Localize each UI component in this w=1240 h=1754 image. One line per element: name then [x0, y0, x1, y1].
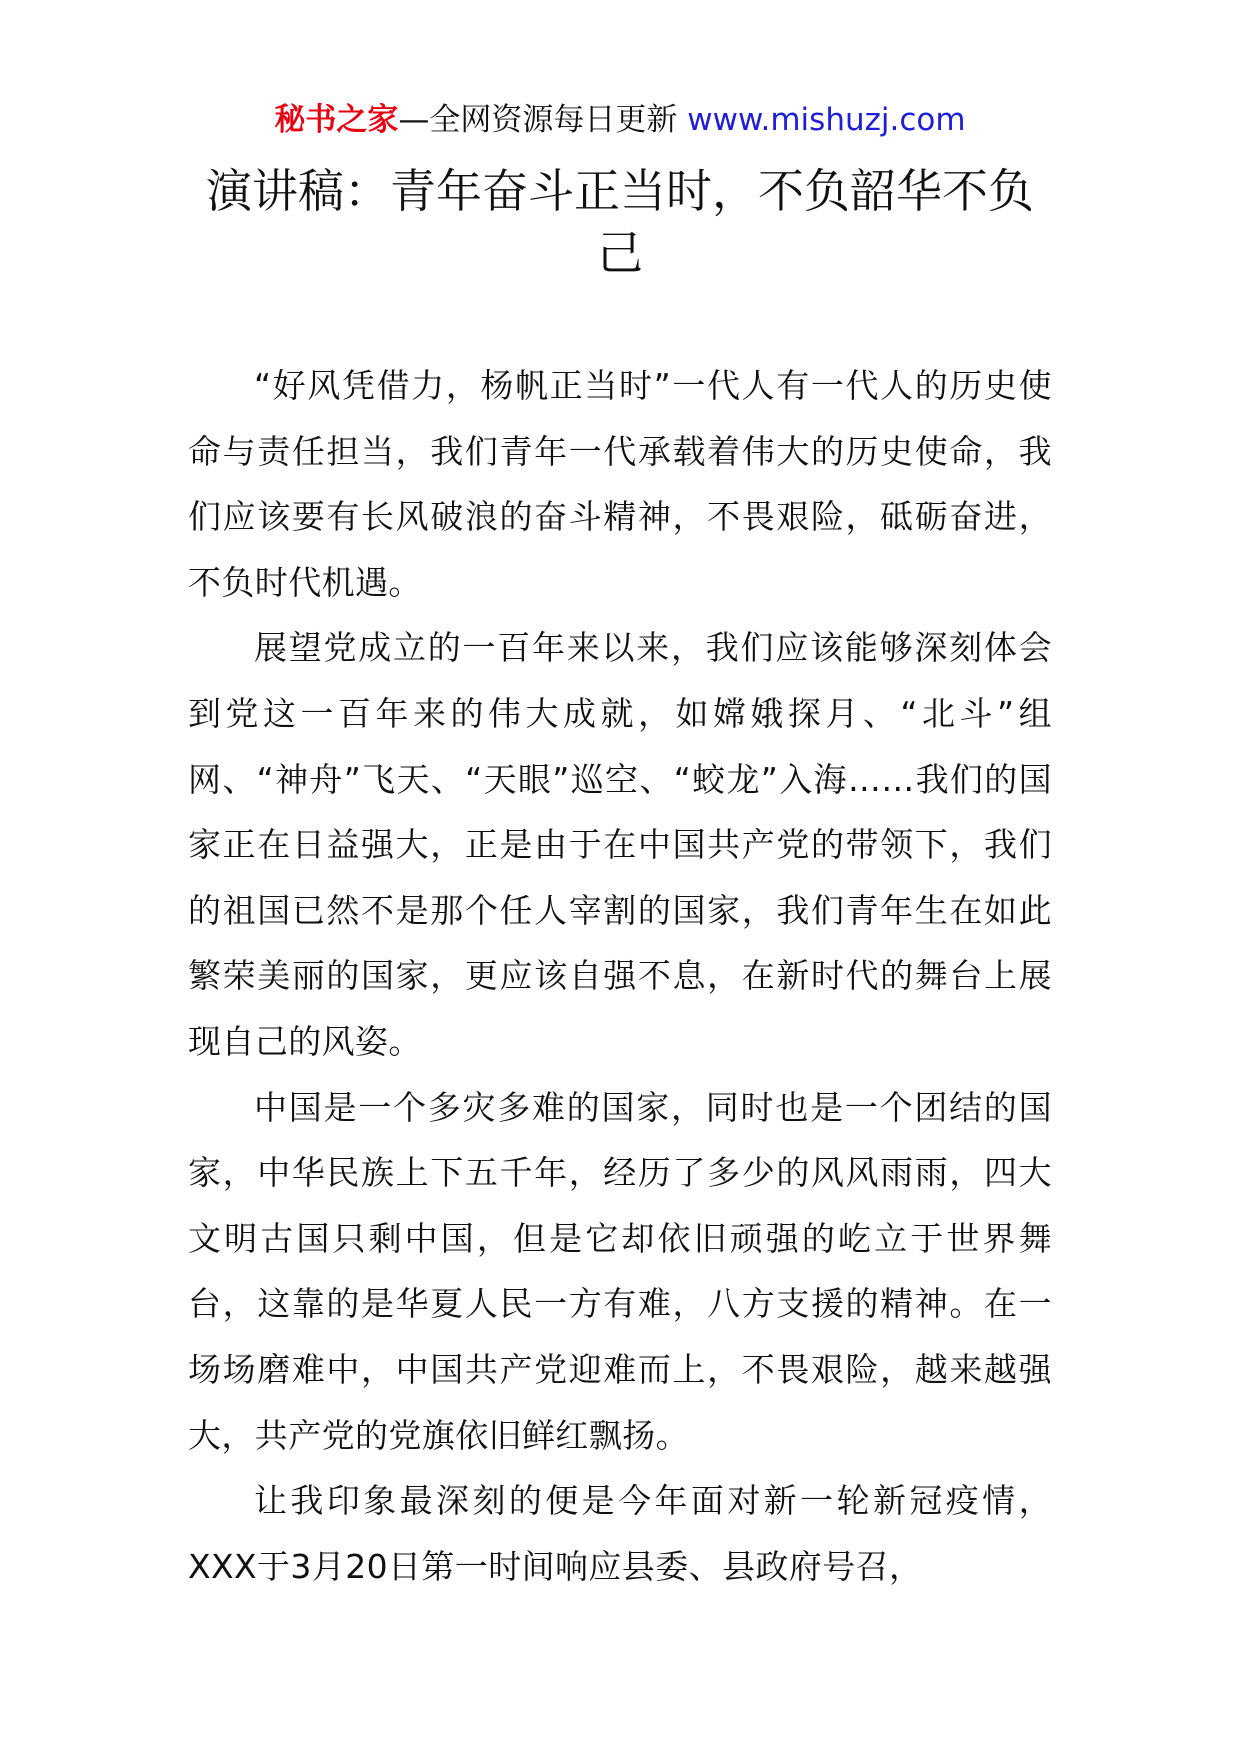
site-tagline: —全网资源每日更新 [398, 102, 688, 138]
paragraph-4: 让我印象最深刻的便是今年面对新一轮新冠疫情，XXX于3月20日第一时间响应县委、县政府号召， [188, 1481, 1052, 1586]
site-header [0, 98, 1240, 142]
document-title: 演讲稿：青年奋斗正当时，不负韶华不负己 [206, 164, 1034, 280]
site-brand: 秘书之家 [274, 102, 399, 138]
paragraph-3: 中国是一个多灾多难的国家，同时也是一个团结的国家，中华民族上下五千年，经历了多少的风风雨雨，四大文明古国只剩中国，但是它却依旧顽强的屹立于世界舞台，这靠的是华夏人民一方有难，八方支援的精神。在一场场磨难中，中国共产党迎难而上，不畏艰险，越来越强大，共产党的党旗依旧鲜红飘扬。 [188, 1087, 1052, 1455]
paragraph-2: 展望党成立的一百年来以来，我们应该能够深刻体会到党这一百年来的伟大成就，如嫦娥探月、“北斗”组网、“神舟”飞天、“天眼”巡空、“蛟龙”入海……我们的国家正在日益强大，正是由于在中国共产党的带领下，我们的祖国已然不是那个任人宰割的国家，我们青年生在如此繁荣美丽的国家，更应该自强不息，在新时代的舞台上展现自己的风姿。 [188, 628, 1052, 1061]
site-url-link[interactable]: www.mishuzj.com [687, 102, 966, 138]
document-body [188, 353, 1052, 1599]
paragraph-1: “好风凭借力，杨帆正当时”一代人有一代人的历史使命与责任担当，我们青年一代承载着伟大的历史使命，我们应该要有长风破浪的奋斗精神，不畏艰险，砥砺奋进，不负时代机遇。 [188, 366, 1052, 602]
